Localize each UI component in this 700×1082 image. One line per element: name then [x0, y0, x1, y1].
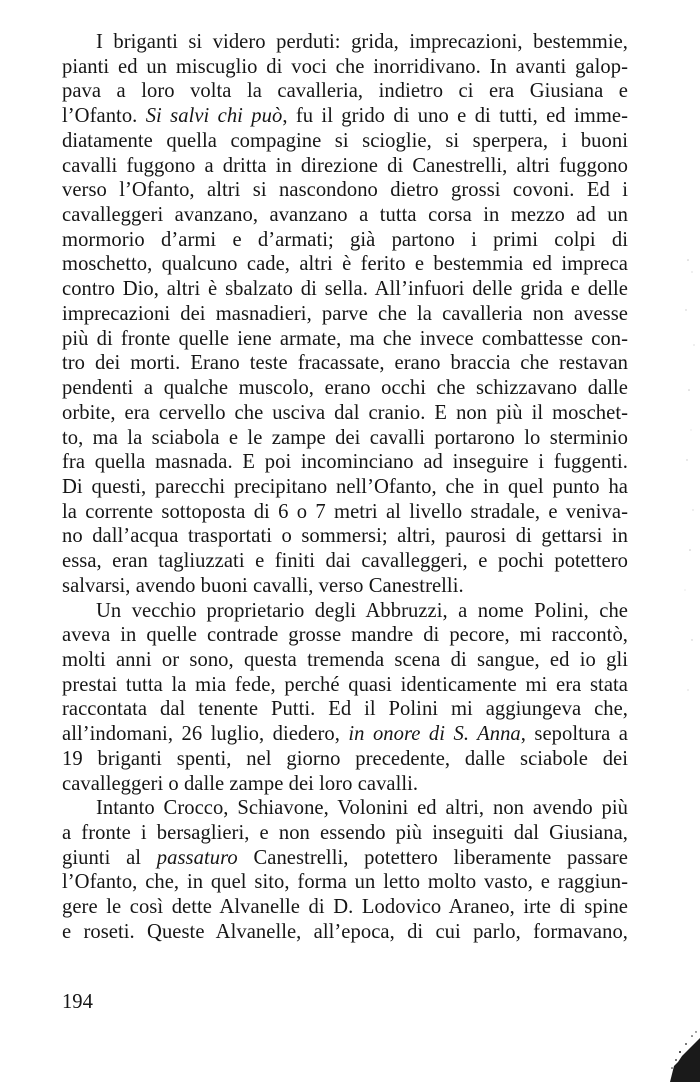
- text-run: all’indomani, 26 luglio, diedero,: [62, 723, 349, 746]
- text-line: orbite, era cervello che usciva dal cranio. E non più il moschet-: [62, 401, 628, 424]
- text-line: moschetto, qualcuno cade, altri è ferito e bestemmia ed impreca: [62, 253, 628, 276]
- text-line: Un vecchio proprietario degli Abbruzzi, a nome Polini, che: [96, 599, 628, 622]
- text-line: tro dei morti. Erano teste fracassate, erano braccia che restavan: [62, 352, 628, 375]
- text-line: pendenti a qualche muscolo, erano occhi che schizzavano dalle: [62, 377, 628, 400]
- text-line: pava a loro volta la cavalleria, indietro ci era Giusiana e: [62, 80, 628, 103]
- italic-text: in onore di S. Anna: [348, 723, 521, 746]
- text-run: , sepoltura a: [520, 723, 629, 746]
- text-line: la corrente sottoposta di 6 o 7 metri al livello stradale, e veniva-: [62, 500, 628, 523]
- text-line: essa, eran tagliuzzati e finiti dai cavalleggeri, e pochi potettero: [62, 550, 628, 573]
- text-line: raccontata dal tenente Putti. Ed il Polini mi aggiungeva che,: [62, 698, 628, 721]
- italic-text: Si salvi chi può: [145, 105, 283, 128]
- text-run: giunti al: [62, 846, 157, 869]
- body-text: [62, 30, 628, 945]
- text-line: no dall’acqua trasportati o sommersi; altri, paurosi di gettarsi in: [62, 525, 628, 548]
- text-line: molti anni or sono, questa tremenda scena di sangue, ed io gli: [62, 648, 628, 671]
- text-line: cavalleggeri avanzano, avanzano a tutta corsa in mezzo ad un: [62, 204, 628, 227]
- text-line: più di fronte quelle iene armate, ma che invece combattesse con-: [62, 327, 628, 350]
- text-line: aveva in quelle contrade grosse mandre di pecore, mi raccontò,: [62, 624, 628, 647]
- text-run: l’Ofanto.: [62, 105, 146, 128]
- text-line: 19 briganti spenti, nel giorno precedente, dalle sciabole dei: [62, 747, 628, 770]
- text-line: verso l’Ofanto, altri si nascondono dietro grossi covoni. Ed i: [62, 179, 628, 202]
- text-line: pianti ed un miscuglio di voci che inorridivano. In avanti galop-: [62, 55, 628, 78]
- italic-text: passaturo: [156, 846, 238, 869]
- scan-mark: [652, 1022, 700, 1082]
- text-line: I briganti si videro perduti: grida, imprecazioni, bestemmie,: [96, 31, 628, 53]
- text-line: l’Ofanto, che, in quel sito, forma un letto molto vasto, e raggiun-: [62, 871, 628, 894]
- text-line: Di questi, parecchi precipitano nell’Ofanto, che in quel punto ha: [62, 475, 628, 498]
- text-line: to, ma la sciabola e le zampe dei cavalli portarono lo sterminio: [62, 426, 628, 449]
- text-line: salvarsi, avendo buoni cavalli, verso Canestrelli.: [62, 574, 464, 597]
- text-line: diatamente quella compagine si scioglie, si sperpera, i buoni: [62, 129, 628, 152]
- text-line: [62, 722, 628, 747]
- text-line: cavalli fuggono a dritta in direzione di Canestrelli, altri fuggono: [62, 154, 628, 177]
- text-run: , fu il grido di uno e di tutti, ed imme-: [282, 105, 628, 128]
- text-line: imprecazioni dei masnadieri, parve che la cavalleria non avesse: [62, 302, 628, 325]
- text-line: contro Dio, altri è sbalzato di sella. All’infuori delle grida e delle: [62, 278, 628, 301]
- text-line: [62, 104, 628, 129]
- text-run: Canestrelli, potettero liberamente passare: [237, 846, 628, 869]
- text-line: gere le così dette Alvanelle di D. Lodovico Araneo, irte di spine: [62, 896, 628, 919]
- text-line: fra quella masnada. E poi incominciano ad inseguire i fuggenti.: [62, 451, 628, 474]
- scan-speckle: [658, 250, 698, 730]
- text-line: cavalleggeri o dalle zampe dei loro cavalli.: [62, 772, 419, 795]
- text-line: [62, 846, 628, 871]
- text-line: mormorio d’armi e d’armati; già partono i primi colpi di: [62, 228, 628, 251]
- page-number: 194: [62, 991, 93, 1013]
- text-line: a fronte i bersaglieri, e non essendo più inseguiti dal Giusiana,: [62, 822, 628, 844]
- text-line: e roseti. Queste Alvanelle, all’epoca, di cui parlo, formavano,: [62, 920, 628, 943]
- text-line: prestai tutta la mia fede, perché quasi identicamente mi era stata: [62, 673, 628, 696]
- text-line: Intanto Crocco, Schiavone, Volonini ed altri, non avendo più: [96, 797, 628, 820]
